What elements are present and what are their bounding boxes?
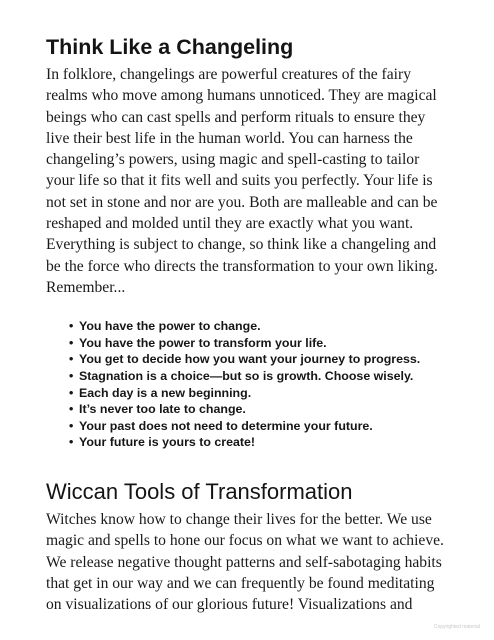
paragraph-line: reshaped and molded until they are exactly what you want. <box>46 215 414 233</box>
wiccan-tools-paragraph <box>46 509 466 615</box>
section-heading-wiccan-tools: Wiccan Tools of Transformation <box>46 479 353 505</box>
bullet-text: You get to decide how you want your journey to progress. <box>79 352 421 367</box>
paragraph-line: Remember... <box>46 278 126 296</box>
paragraph-line: We release negative thought patterns and self-sabotaging habits <box>46 553 442 571</box>
paragraph-line: magic and spells to hone our focus on what we want to achieve. <box>46 532 444 550</box>
paragraph-line: live their best life in the human world. You can harness the <box>46 129 413 147</box>
bullet-text: It’s never too late to change. <box>79 402 246 417</box>
paragraph-line: realms who move among humans unnoticed. They are magical <box>46 87 437 105</box>
bullet-item <box>69 434 466 451</box>
paragraph-line: Everything is subject to change, so think like a changeling and <box>46 236 437 254</box>
bullet-item <box>69 351 466 368</box>
paragraph-line: not set in stone and nor are you. Both are malleable and can be <box>46 193 438 211</box>
bullet-text: Each day is a new beginning. <box>79 385 252 400</box>
paragraph-line: In folklore, changelings are powerful creatures of the fairy <box>46 66 411 83</box>
copyright-watermark: Copyrighted material <box>433 624 480 630</box>
changeling-paragraph <box>46 64 466 298</box>
paragraph-line: changeling’s powers, using magic and spell-casting to tailor <box>46 151 420 169</box>
bullet-glyph: • <box>69 385 74 400</box>
section-heading-changeling: Think Like a Changeling <box>46 35 294 59</box>
bullet-text: You have the power to change. <box>79 319 261 334</box>
bullet-glyph: • <box>69 418 74 433</box>
bullet-item <box>69 335 466 352</box>
bullet-item <box>69 385 466 402</box>
paragraph-line: be the force who directs the transformation to your own liking. <box>46 257 438 275</box>
paragraph-line: on visualizations of our glorious future! Visualizations and <box>46 596 413 614</box>
bullet-glyph: • <box>69 335 74 350</box>
page-content <box>46 34 466 616</box>
bullet-item <box>69 318 466 335</box>
remember-bullet-list <box>69 318 466 451</box>
bullet-item <box>69 418 466 435</box>
bullet-text: Your past does not need to determine your future. <box>79 418 373 433</box>
bullet-text: You have the power to transform your life. <box>79 335 327 350</box>
section-wiccan-tools <box>46 479 466 615</box>
bullet-glyph: • <box>69 352 74 367</box>
bullet-glyph: • <box>69 319 74 334</box>
bullet-text: Your future is yours to create! <box>79 435 256 450</box>
paragraph-line: that get in our way and we can frequently be found meditating <box>46 574 435 592</box>
bullet-glyph: • <box>69 369 74 384</box>
bullet-text: Stagnation is a choice—but so is growth. Choose wisely. <box>79 369 414 384</box>
bullet-glyph: • <box>69 402 74 417</box>
paragraph-line: your life so that it fits well and suits you perfectly. Your life is <box>46 172 433 190</box>
bullet-item <box>69 401 466 418</box>
paragraph-line: Witches know how to change their lives for the better. We use <box>46 511 432 529</box>
bullet-glyph: • <box>69 435 74 450</box>
bullet-item <box>69 368 466 385</box>
paragraph-line: beings who can cast spells and perform rituals to ensure they <box>46 108 426 126</box>
